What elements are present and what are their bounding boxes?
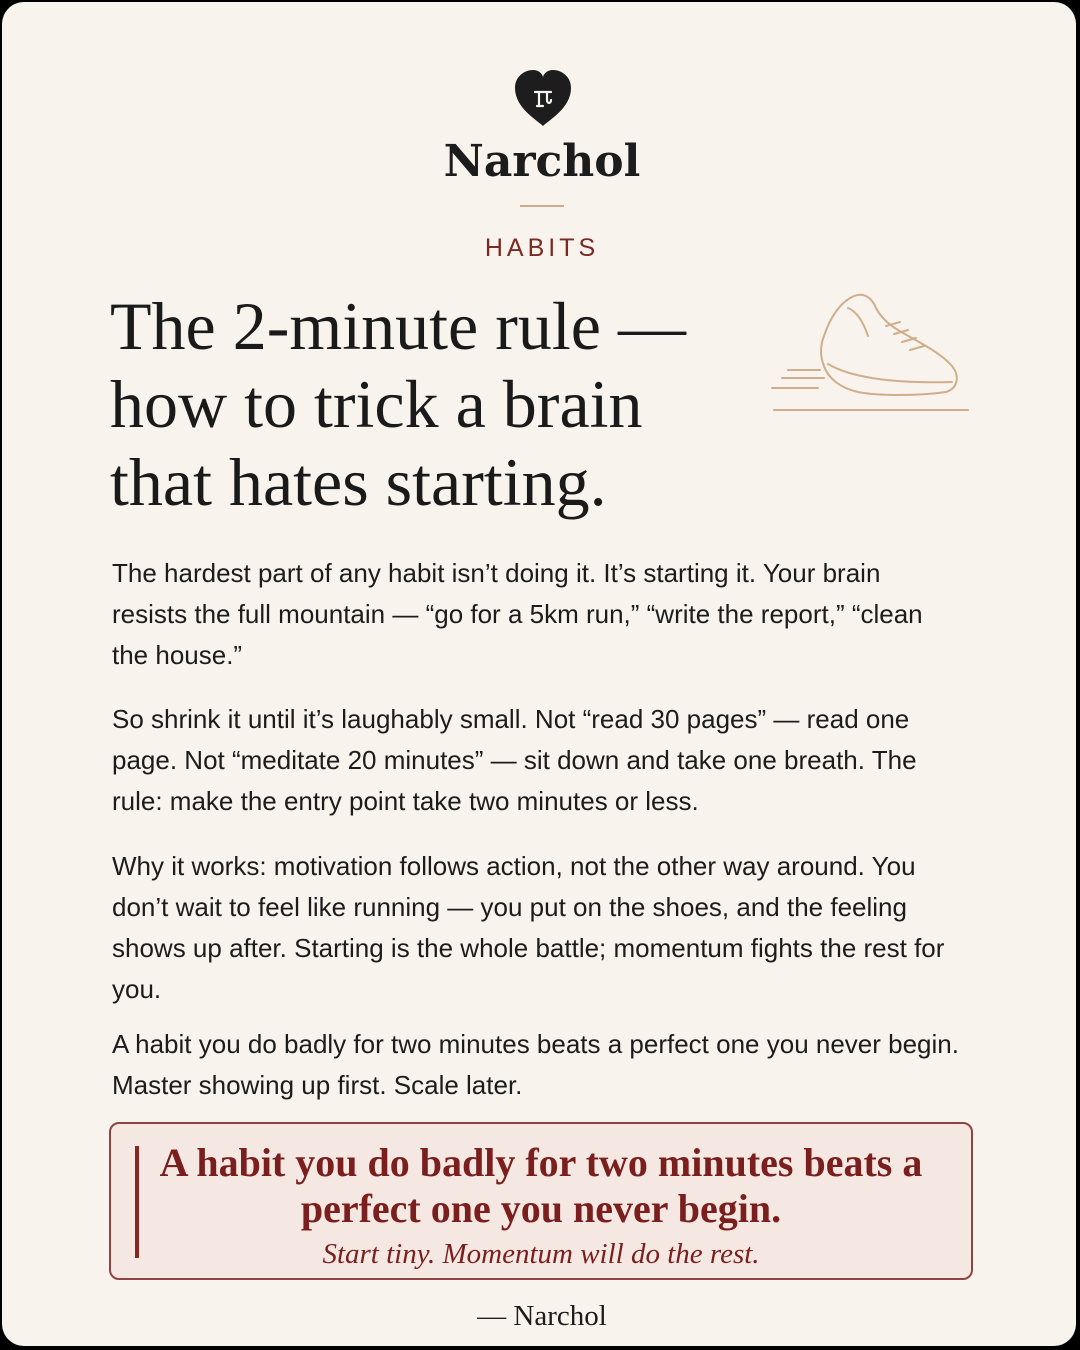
headline-line: The 2-minute rule — [110,288,686,364]
body-paragraph: A habit you do badly for two minutes beats a perfect one you never begin. Master showing up first. Scale later. [112,1029,959,1100]
body-paragraph: The hardest part of any habit isn’t doing it. It’s starting it. Your brain resists the full mountain — “go for a 5km run,” “write the report,” “clean the house.” [112,558,923,670]
body-paragraph: So shrink it until it’s laughably small. Not “read 30 pages” — read one page. Not “meditate 20 minutes” — sit down and take one breath. The rule: make the entry point take two minutes or less. [112,704,917,816]
signature: — Narchol [477,1300,607,1332]
headline-line: how to trick a brain [110,366,643,442]
category-label: HABITS [484,234,600,262]
post-card [2,2,1076,1346]
running-shoe-icon [768,284,972,418]
quote-subline: Start tiny. Momentum will do the rest. [322,1238,760,1270]
quote-text: A habit you do badly for two minutes beats a perfect one you never begin. [159,1140,923,1231]
title-divider [520,205,564,207]
body-paragraph: Why it works: motivation follows action, not the other way around. You don’t wait to feel like running — you put on the shoes, and the feeling shows up after. Starting is the whole battle; momentum fights the rest for you. [112,851,945,1004]
pull-quote [109,1122,973,1280]
quote-accent-bar [135,1146,139,1258]
headline [110,287,790,521]
brand-name: Narchol [443,136,641,187]
heart-monogram-icon [513,70,573,128]
headline-line: that hates starting. [110,444,607,520]
